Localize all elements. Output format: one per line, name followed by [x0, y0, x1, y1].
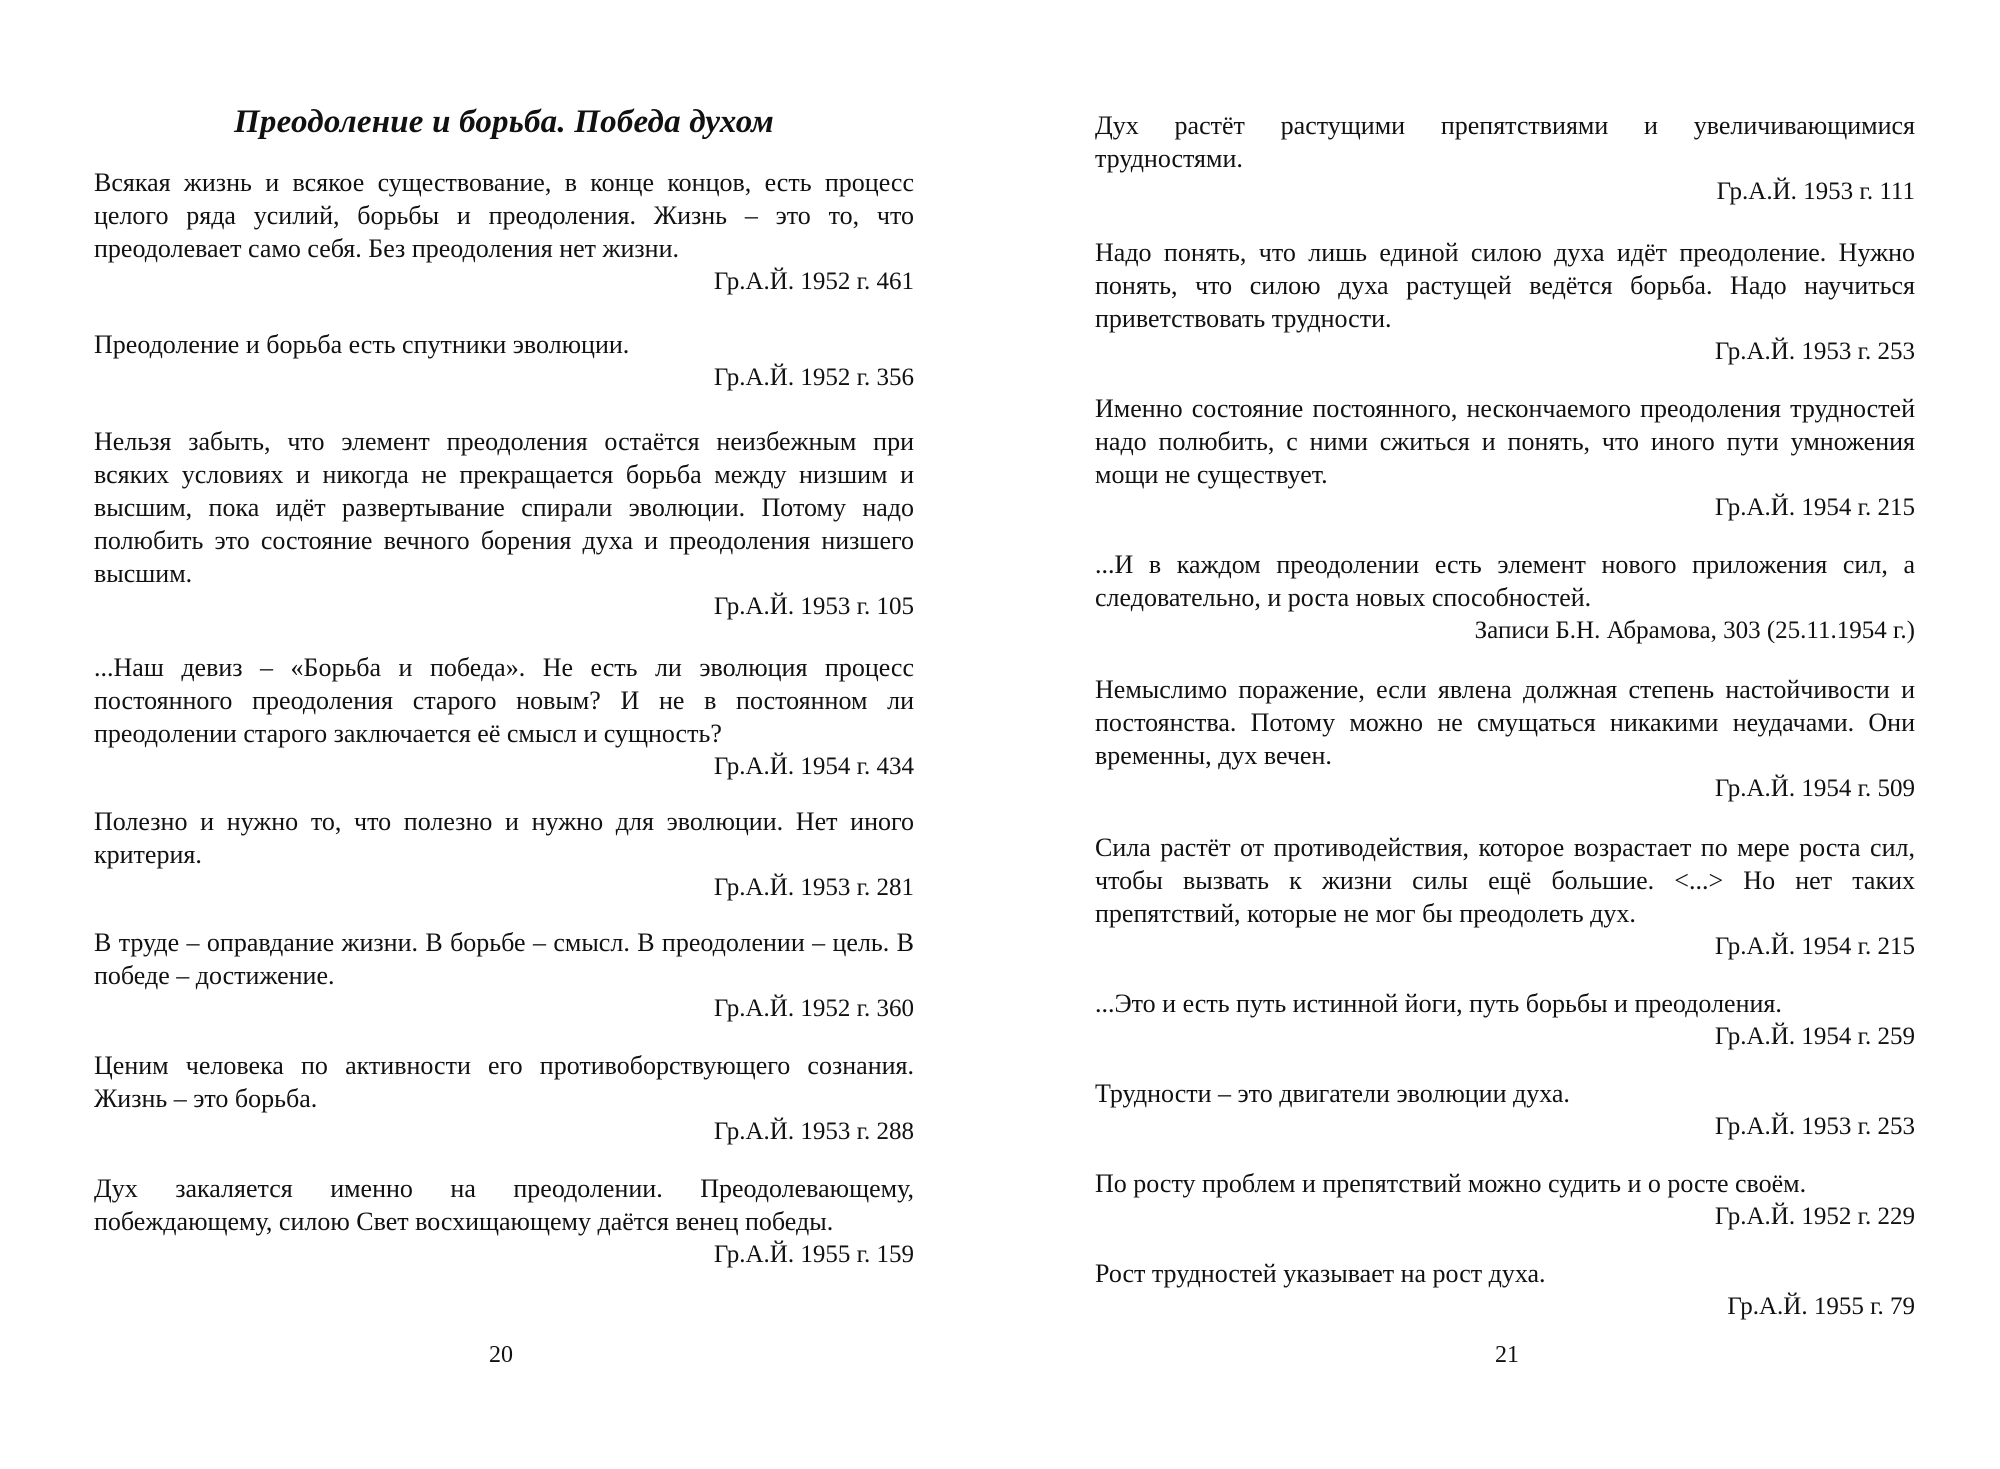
quote-text: Немыслимо поражение, если явлена должная степень настойчивости и постоянства. Потому можно не смущаться никакими неудачами. Они временны, дух вечен.: [1095, 675, 1915, 770]
quote-source: Гр.А.Й. 1953 г. 105: [713, 593, 914, 620]
quote-text: Сила растёт от противодействия, которое возрастает по мере роста сил, чтобы вызвать к жизни силы ещё большие. <...> Но нет таких препятствий, которые не мог бы преодолеть дух.: [1095, 833, 1915, 928]
quote-entry: [1095, 673, 1915, 805]
quote-text: ...Наш девиз – «Борьба и победа». Не есть ли эволюция процесс постоянного преодоления старого новым? И не в постоянном ли преодолении старого заключается её смысл и сущность?: [94, 653, 914, 748]
quote-entry: [1095, 109, 1915, 208]
quote-entry: [94, 1049, 914, 1148]
quote-source: Гр.А.Й. 1954 г. 215: [1714, 933, 1915, 960]
quote-entry: [1095, 548, 1915, 647]
left-page-entries: [94, 166, 914, 1271]
quote-text: Рост трудностей указывает на рост духа.: [1095, 1259, 1546, 1288]
quote-entry: [1095, 1077, 1915, 1143]
quote-text: Дух растёт растущими препятствиями и увеличивающимися трудностями.: [1095, 111, 1915, 173]
quote-entry: [1095, 987, 1915, 1053]
right-page-entries: [1095, 109, 1915, 1323]
quote-source: Гр.А.Й. 1952 г. 356: [713, 364, 914, 391]
quote-source: Гр.А.Й. 1952 г. 360: [713, 995, 914, 1022]
quote-text: Надо понять, что лишь единой силою духа идёт преодоление. Нужно понять, что силою духа растущей ведётся борьба. Надо научиться приветствовать трудности.: [1095, 238, 1915, 333]
quote-text: ...И в каждом преодолении есть элемент нового приложения сил, а следовательно, и роста новых способностей.: [1095, 550, 1915, 612]
quote-source: Гр.А.Й. 1953 г. 288: [713, 1118, 914, 1145]
quote-source: Гр.А.Й. 1953 г. 281: [713, 874, 914, 901]
page-number: 21: [1495, 1342, 1519, 1368]
quote-entry: [1095, 392, 1915, 524]
quote-entry: [94, 651, 914, 783]
quote-text: Всякая жизнь и всякое существование, в конце концов, есть процесс целого ряда усилий, борьбы и преодоления. Жизнь – это то, что преодолевает само себя. Без преодоления нет жизни.: [94, 168, 914, 263]
quote-entry: [1095, 1167, 1915, 1233]
quote-text: Преодоление и борьба есть спутники эволюции.: [94, 330, 630, 359]
quote-text: Ценим человека по активности его противоборствующего сознания. Жизнь – это борьба.: [94, 1051, 914, 1113]
quote-entry: [1095, 236, 1915, 368]
quote-entry: [94, 166, 914, 298]
quote-entry: [94, 425, 914, 623]
quote-text: Трудности – это двигатели эволюции духа.: [1095, 1079, 1570, 1108]
quote-text: В труде – оправдание жизни. В борьбе – смысл. В преодолении – цель. В победе – достижение.: [94, 928, 914, 990]
quote-source: Записи Б.Н. Абрамова, 303 (25.11.1954 г.): [1474, 617, 1915, 644]
quote-entry: [94, 1172, 914, 1271]
quote-source: Гр.А.Й. 1952 г. 461: [713, 268, 914, 295]
quote-text: ...Это и есть путь истинной йоги, путь борьбы и преодоления.: [1095, 989, 1782, 1018]
quote-source: Гр.А.Й. 1952 г. 229: [1714, 1203, 1915, 1230]
quote-text: Нельзя забыть, что элемент преодоления остаётся неизбежным при всяких условиях и никогда не прекращается борьба между низшим и высшим, пока идёт развертывание спирали эволюции. Потому надо полюбить это состояние вечного борения духа и преодоления низшего высшим.: [94, 427, 914, 588]
quote-source: Гр.А.Й. 1954 г. 259: [1714, 1023, 1915, 1050]
quote-entry: [94, 926, 914, 1025]
quote-text: По росту проблем и препятствий можно судить и о росте своём.: [1095, 1169, 1807, 1198]
quote-source: Гр.А.Й. 1954 г. 509: [1714, 775, 1915, 802]
quote-text: Дух закаляется именно на преодолении. Преодолевающему, побеждающему, силою Свет восхищающему даётся венец победы.: [94, 1174, 914, 1236]
page-number: 20: [489, 1342, 513, 1368]
quote-source: Гр.А.Й. 1953 г. 253: [1714, 1113, 1915, 1140]
quote-entry: [94, 328, 914, 394]
quote-source: Гр.А.Й. 1953 г. 111: [1716, 178, 1915, 205]
quote-source: Гр.А.Й. 1954 г. 434: [713, 753, 914, 780]
quote-entry: [1095, 831, 1915, 963]
quote-source: Гр.А.Й. 1955 г. 79: [1727, 1293, 1915, 1320]
chapter-heading: Преодоление и борьба. Победа духом: [234, 104, 774, 140]
quote-source: Гр.А.Й. 1955 г. 159: [713, 1241, 914, 1268]
quote-text: Именно состояние постоянного, нескончаемого преодоления трудностей надо полюбить, с ними сжиться и понять, что иного пути умножения мощи не существует.: [1095, 394, 1915, 489]
quote-entry: [1095, 1257, 1915, 1323]
quote-entry: [94, 805, 914, 904]
quote-text: Полезно и нужно то, что полезно и нужно для эволюции. Нет иного критерия.: [94, 807, 914, 869]
quote-source: Гр.А.Й. 1953 г. 253: [1714, 338, 1915, 365]
quote-source: Гр.А.Й. 1954 г. 215: [1714, 494, 1915, 521]
